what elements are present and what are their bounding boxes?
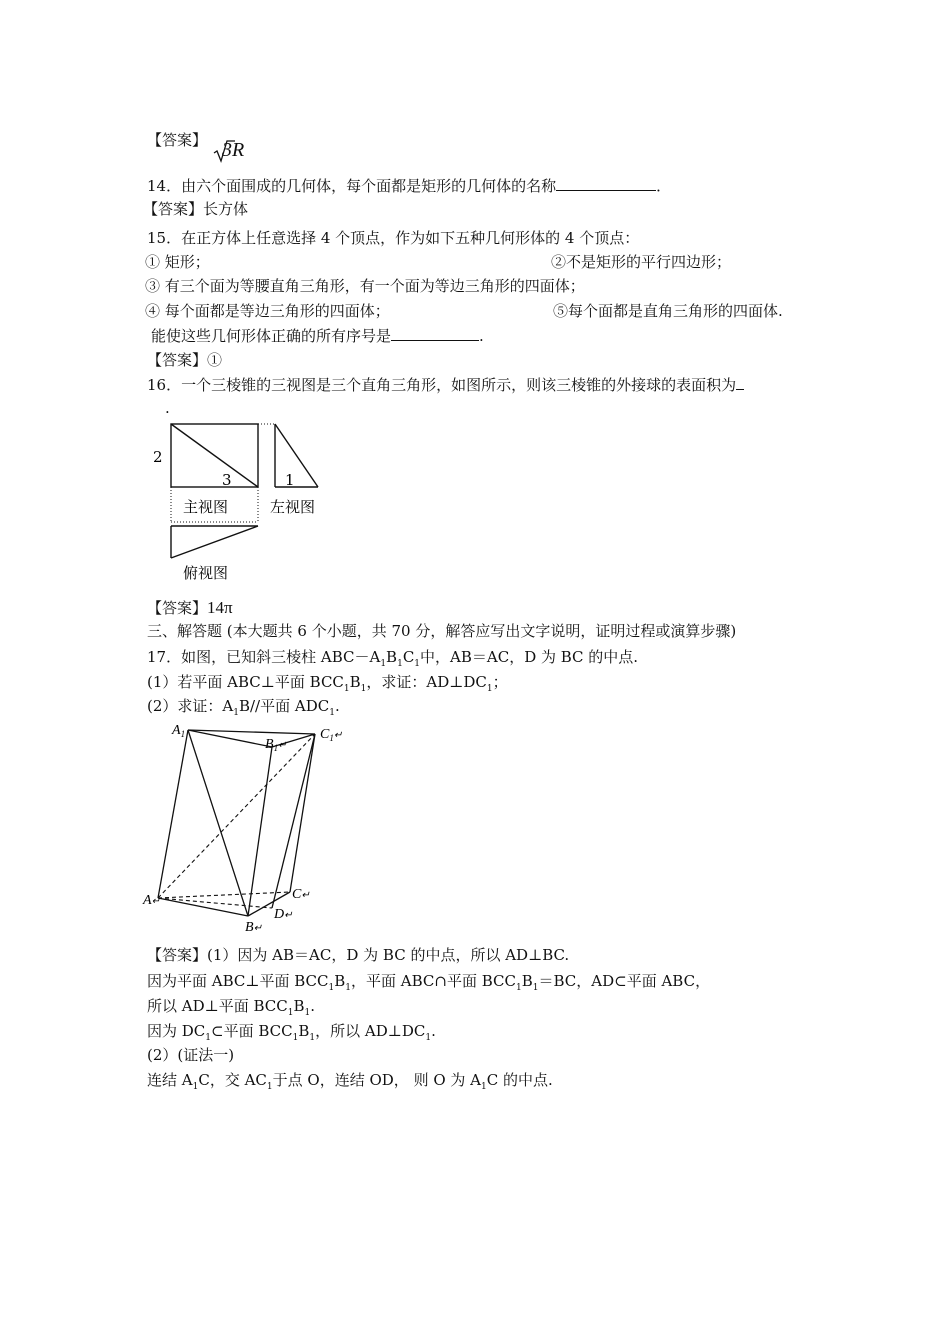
q17-answer-line-1: 【答案】(1）因为 AB＝AC，D 为 BC 的中点，所以 AD⊥BC. bbox=[147, 946, 570, 964]
q17-answer-line-2: 因为平面 ABC⊥平面 $BCC_1B_1$，平面 ABC∩平面 $BCC_1B_1=BC$，AD⊂平面 ABC， bbox=[147, 972, 711, 993]
front-view-diagonal bbox=[171, 424, 258, 487]
q13-answer-value: 3R bbox=[222, 139, 245, 161]
q17-answer-line-3: 所以 AD⊥平面 $BCC_1B_1$. bbox=[147, 997, 316, 1018]
q17-part-2: (2）求证：$A_1B//$平面 $ADC_1$. bbox=[147, 697, 340, 718]
q15-stem: 15．在正方体上任意选择 4 个顶点，作为如下五种几何形体的 4 个顶点： bbox=[147, 229, 640, 247]
q15-option-2: ②不是矩形的平行四边形； bbox=[551, 253, 732, 271]
top-view-label: 俯视图 bbox=[183, 564, 229, 582]
q15-option-5: ⑤每个面都是直角三角形的四面体. bbox=[553, 302, 783, 320]
label-A1: $A_1$ bbox=[172, 723, 186, 739]
q17-stem: 17．如图，已知斜三棱柱 $ABC-A_1B_1C_1$中，AB＝AC，D 为 BC 的中点. bbox=[147, 648, 639, 669]
dim-2: 2 bbox=[153, 448, 163, 466]
q15-answer: 【答案】① bbox=[147, 351, 223, 369]
q14-answer bbox=[143, 199, 248, 219]
dim-1: 1 bbox=[285, 471, 295, 489]
label-C: C↵ bbox=[292, 887, 310, 902]
q15-option-1: ① 矩形； bbox=[145, 253, 210, 271]
q17-answer-line-4: 因为 $DC_1\subset$平面 $BCC_1B_1$，所以 $AD\perp DC_1$. bbox=[147, 1022, 436, 1043]
q13-answer-label: 【答案】 bbox=[147, 131, 208, 149]
q15-question: 能使这些几何形体正确的所有序号是 . bbox=[151, 327, 484, 345]
q17-part-1: (1）若平面 ABC⊥平面 $BCC_1B_1$，求证：$AD\perp DC_1$； bbox=[147, 673, 508, 694]
q15-option-4: ④ 每个面都是等边三角形的四面体； bbox=[145, 302, 390, 320]
section-3-heading: 三、解答题 (本大题共 6 个小题，共 70 分，解答应写出文字说明，证明过程或演算步骤) bbox=[147, 622, 737, 640]
q17-answer-line-6: 连结 $A_1C$，交 $AC_1$于点 O，连结 OD， 则 O 为 $A_1C$ 的中点. bbox=[147, 1071, 553, 1092]
q15-option-3: ③ 有三个面为等腰直角三角形，有一个面为等边三角形的四面体； bbox=[145, 277, 585, 295]
dim-3: 3 bbox=[222, 471, 232, 489]
three-view-figure bbox=[145, 418, 345, 588]
answer-value: 长方体 bbox=[203, 200, 249, 218]
label-B1: $B_1^↵$ bbox=[265, 737, 287, 753]
label-C1: $C_1^↵$ bbox=[320, 727, 343, 743]
q16-stem-end: . bbox=[165, 399, 170, 417]
q17-answer-line-5: (2）(证法一) bbox=[147, 1046, 235, 1064]
answer-label: 【答案】 bbox=[143, 200, 204, 218]
front-view-label: 主视图 bbox=[183, 498, 229, 516]
prism-figure bbox=[140, 720, 360, 935]
label-A: A↵ bbox=[143, 893, 160, 908]
left-view-label: 左视图 bbox=[270, 498, 316, 516]
label-D: D↵ bbox=[274, 907, 293, 922]
q14-stem: 14．由六个面围成的几何体，每个面都是矩形的几何体的名称 ． bbox=[147, 177, 672, 195]
q16-stem: 16．一个三棱锥的三视图是三个直角三角形，如图所示，则该三棱锥的外接球的表面积为 bbox=[147, 375, 744, 395]
label-B: B↵ bbox=[245, 920, 262, 935]
q16-answer: 【答案】14π bbox=[147, 598, 233, 617]
